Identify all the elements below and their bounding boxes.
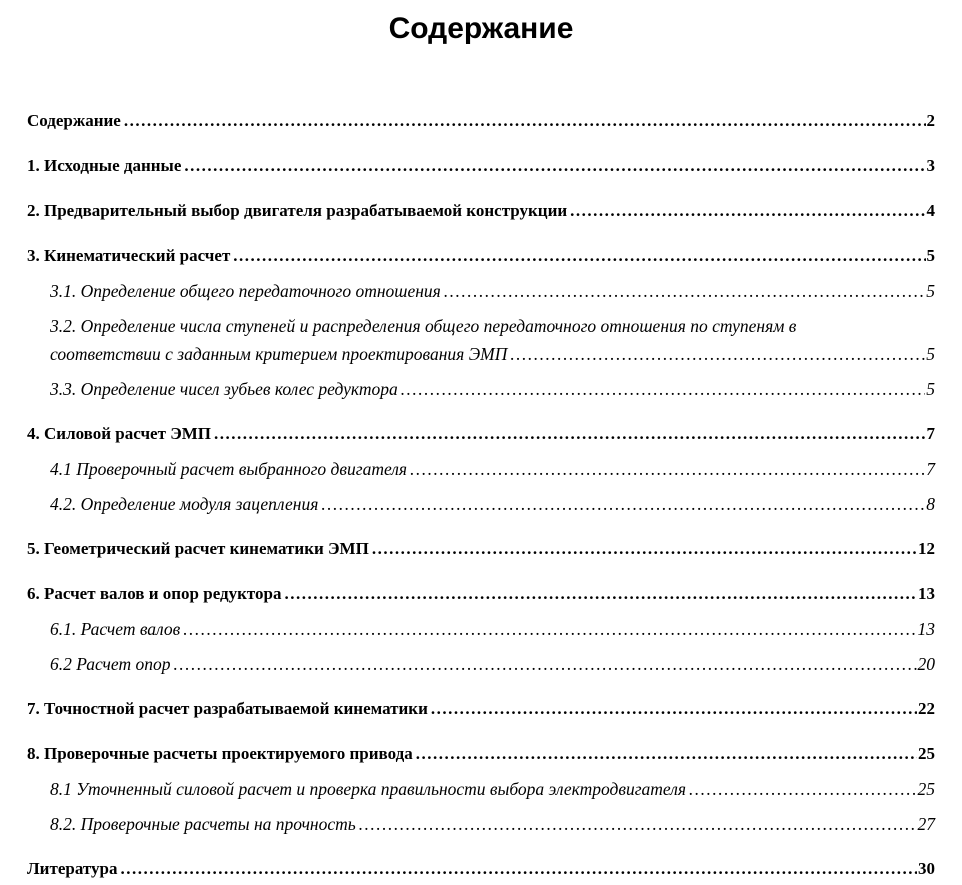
toc-entry (27, 107, 935, 135)
toc-page-number: 7 (926, 459, 935, 479)
toc-page-number: 25 (917, 779, 935, 799)
dot-leader (410, 455, 925, 483)
dot-leader (184, 152, 925, 180)
dot-leader (689, 775, 916, 803)
toc-entry-text: 1. Исходные данные (27, 156, 182, 175)
toc-entry-text: 8.1 Уточненный силовой расчет и проверка правильности выбора электродвигателя (50, 779, 687, 799)
toc-page-number: 12 (918, 539, 935, 558)
toc-entry (27, 775, 935, 803)
toc-page-number: 5 (926, 379, 935, 399)
dot-leader (444, 277, 925, 305)
dot-leader (372, 535, 917, 563)
toc-page-number: 5 (926, 246, 935, 265)
toc-entry (27, 855, 935, 883)
toc-entry (27, 535, 935, 563)
toc-page-number: 4 (926, 201, 935, 220)
toc-entry-text: 4.2. Определение модуля зацепления (50, 494, 319, 514)
toc-page-number: 3 (926, 156, 935, 175)
dot-leader (120, 855, 917, 883)
toc-page-number: 2 (926, 111, 935, 130)
dot-leader (233, 242, 925, 270)
toc-entry-text: 6.2 Расчет опор (50, 654, 171, 674)
toc-entry-text: 5. Геометрический расчет кинематики ЭМП (27, 539, 369, 558)
toc-entry (27, 242, 935, 270)
toc-page-number: 25 (918, 744, 935, 763)
toc-page-number: 27 (917, 814, 935, 834)
toc-entry-text: 2. Предварительный выбор двигателя разрабатываемой конструкции (27, 201, 568, 220)
toc-entry (27, 312, 935, 368)
toc-entry (27, 695, 935, 723)
toc-page-number: 20 (917, 654, 935, 674)
toc-page-number: 13 (918, 584, 935, 603)
toc-entry-text: 4. Силовой расчет ЭМП (27, 424, 211, 443)
dot-leader (173, 650, 916, 678)
toc-page-number: 7 (926, 424, 935, 443)
toc-entry (27, 615, 935, 643)
toc-entry-text: 3. Кинематический расчет (27, 246, 231, 265)
dot-leader (431, 695, 917, 723)
table-of-contents (27, 107, 935, 883)
toc-page-number: 8 (926, 494, 935, 514)
dot-leader (401, 375, 926, 403)
dot-leader (510, 340, 925, 368)
dot-leader (359, 810, 917, 838)
toc-page-number: 13 (917, 619, 935, 639)
toc-entry (27, 420, 935, 448)
dot-leader (416, 740, 917, 768)
dot-leader (183, 615, 916, 643)
toc-entry-text: Литература (27, 859, 118, 878)
toc-entry-text: 4.1 Проверочный расчет выбранного двигателя (50, 459, 408, 479)
toc-entry (27, 810, 935, 838)
toc-entry (27, 490, 935, 518)
toc-entry-text: Содержание (27, 111, 121, 130)
toc-entry (27, 740, 935, 768)
toc-entry-text: соответствии с заданным критерием проектирования ЭМП (50, 344, 508, 364)
dot-leader (321, 490, 925, 518)
toc-page-number: 22 (918, 699, 935, 718)
toc-entry (27, 580, 935, 608)
dot-leader (285, 580, 918, 608)
toc-page-number: 5 (926, 281, 935, 301)
toc-entry-text: 3.3. Определение чисел зубьев колес редуктора (50, 379, 398, 399)
toc-entry-text: 3.1. Определение общего передаточного отношения (50, 281, 441, 301)
toc-entry-text: 7. Точностной расчет разрабатываемой кинематики (27, 699, 428, 718)
toc-entry (27, 650, 935, 678)
toc-entry (27, 197, 935, 225)
toc-page-number: 5 (926, 344, 935, 364)
toc-entry-text: 6. Расчет валов и опор редуктора (27, 584, 282, 603)
toc-entry (27, 455, 935, 483)
toc-entry-text: 8. Проверочные расчеты проектируемого привода (27, 744, 413, 763)
toc-entry (27, 375, 935, 403)
toc-page-number: 30 (918, 859, 935, 878)
dot-leader (570, 197, 925, 225)
toc-entry (27, 277, 935, 305)
page-title: Содержание (388, 12, 574, 45)
toc-entry-text: 6.1. Расчет валов (50, 619, 181, 639)
toc-entry-text: 3.2. Определение числа ступеней и распределения общего передаточного отношения по ступеням в (50, 316, 797, 336)
toc-entry-text: 8.2. Проверочные расчеты на прочность (50, 814, 356, 834)
toc-entry (27, 152, 935, 180)
dot-leader (214, 420, 926, 448)
dot-leader (124, 107, 926, 135)
